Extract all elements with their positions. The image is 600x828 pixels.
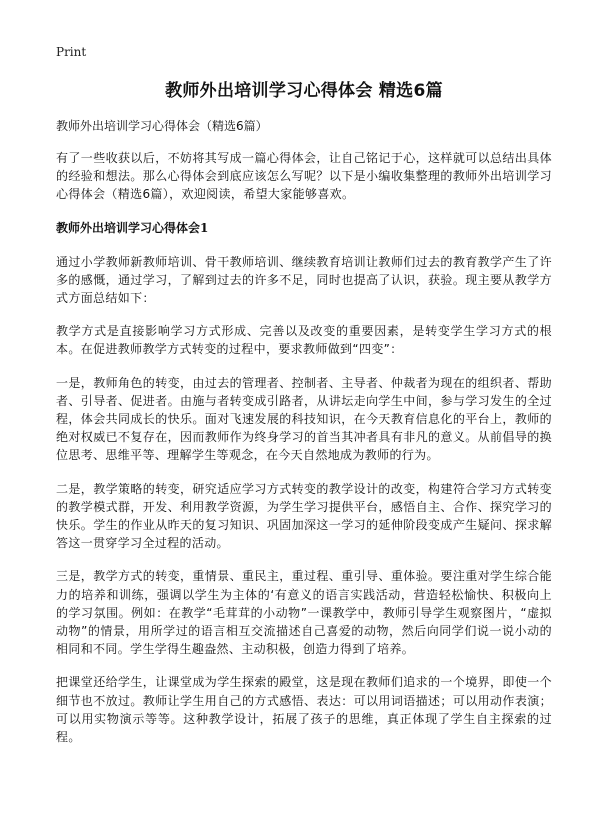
body-paragraph: 教学方式是直接影响学习方式形成、完善以及改变的重要因素，是转变学生学习方式的根本。在促进教师教学方式转变的过程中，要求教师做到“四变”： bbox=[56, 324, 552, 357]
section-heading: 教师外出培训学习心得体会1 bbox=[56, 220, 209, 235]
body-paragraph: 二是，教学策略的转变，研究适应学习方式转变的教学设计的改变，构建符合学习方式转变的教学模式群，开发、利用教学资源，为学生学习提供平台，感悟自主、合作、探究学习的快乐。学生的作业从昨天的复习知识、巩固加深这一学习的延伸阶段变成产生疑问、探求解答这一贯穿学习全过程的活动。 bbox=[56, 481, 552, 551]
document-page bbox=[56, 44, 552, 761]
page-title: 教师外出培训学习心得体会 精选6篇 bbox=[165, 81, 443, 101]
intro-paragraph: 有了一些收获以后，不妨将其写成一篇心得体会，让自己铭记于心，这样就可以总结出具体的经验和想法。那么心得体会到底应该怎么写呢？以下是小编收集整理的教师外出培训学习心得体会（精选6篇），欢迎阅读，希望大家能够喜欢。 bbox=[56, 151, 552, 202]
body-paragraph: 把课堂还给学生，让课堂成为学生探索的殿堂，这是现在教师们追求的一个境界，即使一个细节也不放过。教师让学生用自己的方式感悟、表达：可以用词语描述；可以用动作表演；可以用实物演示等等。这种教学设计，拓展了孩子的思维，真正体现了学生自主探索的过程。 bbox=[56, 675, 552, 745]
body-paragraph: 一是，教师角色的转变，由过去的管理者、控制者、主导者、仲裁者为现在的组织者、帮助者、引导者、促进者。由施与者转变成引路者，从讲坛走向学生中间，参与学习发生的全过程，体会共同成长的快乐。面对飞速发展的科技知识，在今天教育信息化的平台上，教师的绝对权威已不复存在，因而教师作为终身学习的首当其冲者具有非凡的意义。从前倡导的换位思考、思维平等、理解学生等观念，在今天自然地成为教师的行为。 bbox=[56, 375, 552, 463]
body-paragraph: 通过小学教师新教师培训、骨干教师培训、继续教育培训让教师们过去的教育教学产生了许多的感慨，通过学习，了解到过去的许多不足，同时也提高了认识，获验。现主要从教学方式方面总结如下： bbox=[56, 254, 552, 306]
print-link[interactable]: Print bbox=[56, 45, 87, 59]
body-paragraph: 三是，教学方式的转变，重情景、重民主，重过程、重引导、重体验。要注重对学生综合能力的培养和训练，强调以学生为主体的‘有意义的语言实践活动，营造轻松愉快、积极向上的学习氛围。例如：在教学“毛茸茸的小动物”一课教学中，教师引导学生观察图片，“虚拟动物”的情景，用所学过的语言相互交流描述自己喜爱的动物，然后向同学们说一说小动的相同和不同。学生学得生趣盎然、主动积极，创造力得到了培养。 bbox=[56, 569, 552, 657]
document-subtitle: 教师外出培训学习心得体会（精选6篇） bbox=[56, 119, 268, 133]
